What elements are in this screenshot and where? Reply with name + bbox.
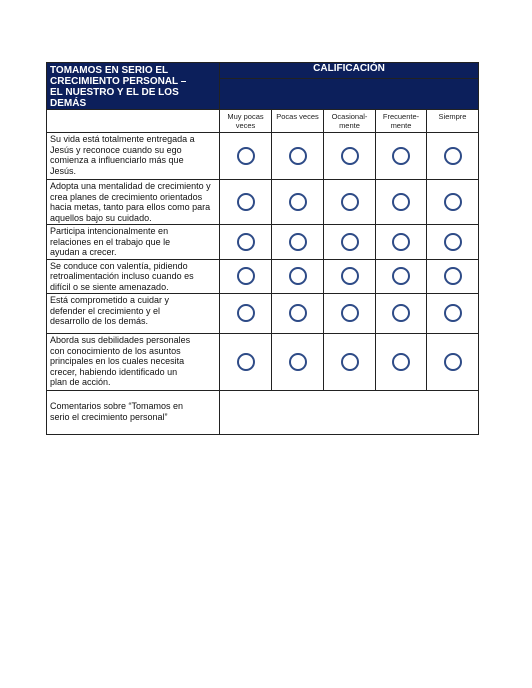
criterion-row	[47, 133, 479, 180]
criterion-text: Aborda sus debilidades personales con conocimiento de los asuntos principales en los cuales necesita crecer, habiendo identificado un plan de acción.	[47, 334, 220, 391]
comments-label: Comentarios sobre “Tomamos en serio el crecimiento personal”	[47, 391, 220, 435]
rating-cell	[376, 133, 427, 180]
radio-circle-icon[interactable]	[341, 233, 359, 251]
radio-circle-icon[interactable]	[289, 267, 307, 285]
rating-cell	[220, 259, 272, 294]
rating-cell	[272, 225, 324, 260]
criterion-text: Su vida está totalmente entregada a Jesús y reconoce cuando su ego comienza a influenciarlo más que Jesús.	[47, 133, 220, 180]
rating-cell	[427, 133, 479, 180]
rating-cell	[427, 259, 479, 294]
criterion-text: Está comprometido a cuidar y defender el crecimiento y el desarrollo de los demás.	[47, 294, 220, 334]
rating-cell	[220, 334, 272, 391]
option-siempre: Siempre	[427, 110, 479, 133]
radio-circle-icon[interactable]	[341, 147, 359, 165]
radio-circle-icon[interactable]	[341, 304, 359, 322]
radio-circle-icon[interactable]	[237, 147, 255, 165]
rating-cell	[324, 133, 376, 180]
criterion-row	[47, 294, 479, 334]
radio-circle-icon[interactable]	[289, 353, 307, 371]
rating-cell	[427, 180, 479, 225]
radio-circle-icon[interactable]	[444, 147, 462, 165]
radio-circle-icon[interactable]	[444, 304, 462, 322]
radio-circle-icon[interactable]	[341, 353, 359, 371]
rating-cell	[220, 225, 272, 260]
radio-circle-icon[interactable]	[341, 193, 359, 211]
section-title: TOMAMOS EN SERIO EL CRECIMIENTO PERSONAL – EL NUESTRO Y EL DE LOS DEMÁS	[47, 63, 220, 110]
radio-circle-icon[interactable]	[444, 233, 462, 251]
radio-circle-icon[interactable]	[392, 193, 410, 211]
criterion-text: Participa intencionalmente en relaciones en el trabajo que le ayudan a crecer.	[47, 225, 220, 260]
option-muy-pocas-veces: Muy pocas veces	[220, 110, 272, 133]
rating-cell	[324, 259, 376, 294]
rating-title: CALIFICACIÓN	[220, 63, 479, 79]
rating-cell	[272, 334, 324, 391]
radio-circle-icon[interactable]	[392, 147, 410, 165]
rating-cell	[272, 294, 324, 334]
rating-cell	[324, 180, 376, 225]
radio-circle-icon[interactable]	[289, 304, 307, 322]
rating-cell	[324, 334, 376, 391]
rating-cell	[376, 225, 427, 260]
radio-circle-icon[interactable]	[237, 304, 255, 322]
radio-circle-icon[interactable]	[237, 193, 255, 211]
radio-circle-icon[interactable]	[444, 353, 462, 371]
radio-circle-icon[interactable]	[392, 353, 410, 371]
option-ocasionalmente: Ocasional- mente	[324, 110, 376, 133]
rating-cell	[427, 294, 479, 334]
rating-cell	[220, 133, 272, 180]
rating-cell	[272, 133, 324, 180]
option-frecuentemente: Frecuente- mente	[376, 110, 427, 133]
comments-field[interactable]	[220, 391, 479, 435]
criterion-row	[47, 259, 479, 294]
rating-cell	[376, 334, 427, 391]
criterion-row	[47, 225, 479, 260]
rating-cell	[220, 180, 272, 225]
radio-circle-icon[interactable]	[237, 233, 255, 251]
criteria-list	[47, 133, 479, 391]
radio-circle-icon[interactable]	[289, 147, 307, 165]
radio-circle-icon[interactable]	[289, 193, 307, 211]
header-row	[47, 63, 479, 79]
rating-cell	[324, 225, 376, 260]
radio-circle-icon[interactable]	[392, 233, 410, 251]
rating-cell	[376, 259, 427, 294]
radio-circle-icon[interactable]	[392, 267, 410, 285]
radio-circle-icon[interactable]	[444, 193, 462, 211]
rating-cell	[220, 294, 272, 334]
radio-circle-icon[interactable]	[341, 267, 359, 285]
criterion-row	[47, 334, 479, 391]
comments-row	[47, 391, 479, 435]
rating-options-row	[47, 110, 479, 133]
criterion-text: Adopta una mentalidad de crecimiento y crea planes de crecimiento orientados hacia metas, tanto para ellos como para aquellos bajo su cuidado.	[47, 180, 220, 225]
header-band	[220, 79, 479, 110]
rating-cell	[376, 180, 427, 225]
rating-cell	[427, 334, 479, 391]
criterion-row	[47, 180, 479, 225]
rating-cell	[376, 294, 427, 334]
rating-cell	[272, 180, 324, 225]
radio-circle-icon[interactable]	[392, 304, 410, 322]
rating-cell	[427, 225, 479, 260]
radio-circle-icon[interactable]	[444, 267, 462, 285]
criterion-text: Se conduce con valentía, pidiendo retroalimentación incluso cuando es difícil o se siente amenazado.	[47, 259, 220, 294]
rating-cell	[272, 259, 324, 294]
radio-circle-icon[interactable]	[237, 353, 255, 371]
blank-label-cell	[47, 110, 220, 133]
radio-circle-icon[interactable]	[237, 267, 255, 285]
option-pocas-veces: Pocas veces	[272, 110, 324, 133]
rating-cell	[324, 294, 376, 334]
evaluation-table	[46, 62, 479, 435]
radio-circle-icon[interactable]	[289, 233, 307, 251]
